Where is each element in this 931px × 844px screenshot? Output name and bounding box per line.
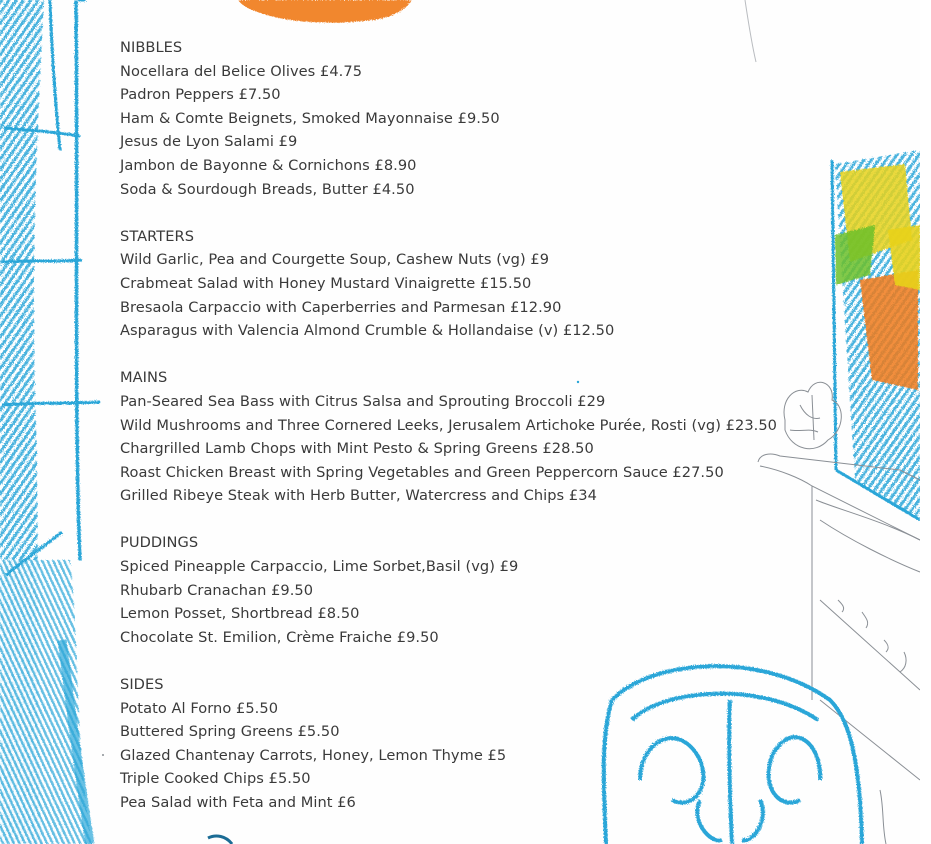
menu-item: Rhubarb Cranachan £9.50 (120, 581, 314, 599)
menu-item: Lemon Posset, Shortbread £8.50 (120, 605, 360, 623)
menu-item: Soda & Sourdough Breads, Butter £4.50 (120, 180, 415, 198)
menu-item: Grilled Ribeye Steak with Herb Butter, Watercress and Chips £34 (120, 487, 597, 505)
menu-item: Jesus de Lyon Salami £9 (120, 133, 298, 151)
menu-item: Triple Cooked Chips £5.50 (120, 770, 311, 788)
menu-item: Nocellara del Belice Olives £4.75 (120, 62, 363, 80)
section-title: PUDDINGS (120, 534, 199, 552)
right-margin (920, 0, 931, 844)
section-title: NIBBLES (120, 39, 183, 56)
menu (120, 36, 780, 838)
menu-item: Wild Mushrooms and Three Cornered Leeks, Jerusalem Artichoke Purée, Rosti (vg) £23.50 (120, 416, 778, 434)
orange-scribble-top (238, 0, 412, 23)
menu-item: Chocolate St. Emilion, Crème Fraiche £9.50 (120, 628, 439, 646)
section-title: MAINS (120, 369, 168, 387)
grey-dot (102, 754, 104, 756)
menu-item: Spiced Pineapple Carpaccio, Lime Sorbet,Basil (vg) £9 (120, 558, 519, 576)
section-title: SIDES (120, 676, 164, 694)
menu-item: Jambon de Bayonne & Cornichons £8.90 (120, 156, 417, 174)
section-sides (120, 673, 780, 815)
section-starters (120, 225, 780, 343)
section-title: STARTERS (120, 227, 195, 245)
menu-item: Wild Garlic, Pea and Courgette Soup, Cashew Nuts (vg) £9 (120, 251, 550, 269)
menu-item: Buttered Spring Greens £5.50 (120, 723, 340, 741)
menu-item: Potato Al Forno £5.50 (120, 699, 279, 717)
section-nibbles (120, 36, 780, 201)
pencil-sketch (758, 382, 920, 844)
menu-item: Asparagus with Valencia Almond Crumble & Hollandaise (v) £12.50 (120, 322, 615, 340)
menu-item: Chargrilled Lamb Chops with Mint Pesto & Spring Greens £28.50 (120, 440, 594, 458)
menu-item: Padron Peppers £7.50 (120, 86, 281, 104)
section-mains (120, 366, 780, 508)
left-blue-column (0, 0, 100, 844)
menu-item: Bresaola Carpaccio with Caperberries and Parmesan £12.90 (120, 298, 562, 316)
menu-item: Ham & Comte Beignets, Smoked Mayonnaise £9.50 (120, 109, 500, 127)
menu-item: Pan-Seared Sea Bass with Citrus Salsa and Sprouting Broccoli £29 (120, 392, 606, 410)
menu-item: Roast Chicken Breast with Spring Vegetables and Green Peppercorn Sauce £27.50 (120, 463, 724, 481)
section-puddings (120, 531, 780, 649)
menu-item: Pea Salad with Feta and Mint £6 (120, 794, 356, 811)
menu-item: Glazed Chantenay Carrots, Honey, Lemon Thyme £5 (120, 746, 507, 764)
menu-item: Crabmeat Salad with Honey Mustard Vinaigrette £15.50 (120, 274, 532, 292)
painting-right (832, 150, 920, 520)
